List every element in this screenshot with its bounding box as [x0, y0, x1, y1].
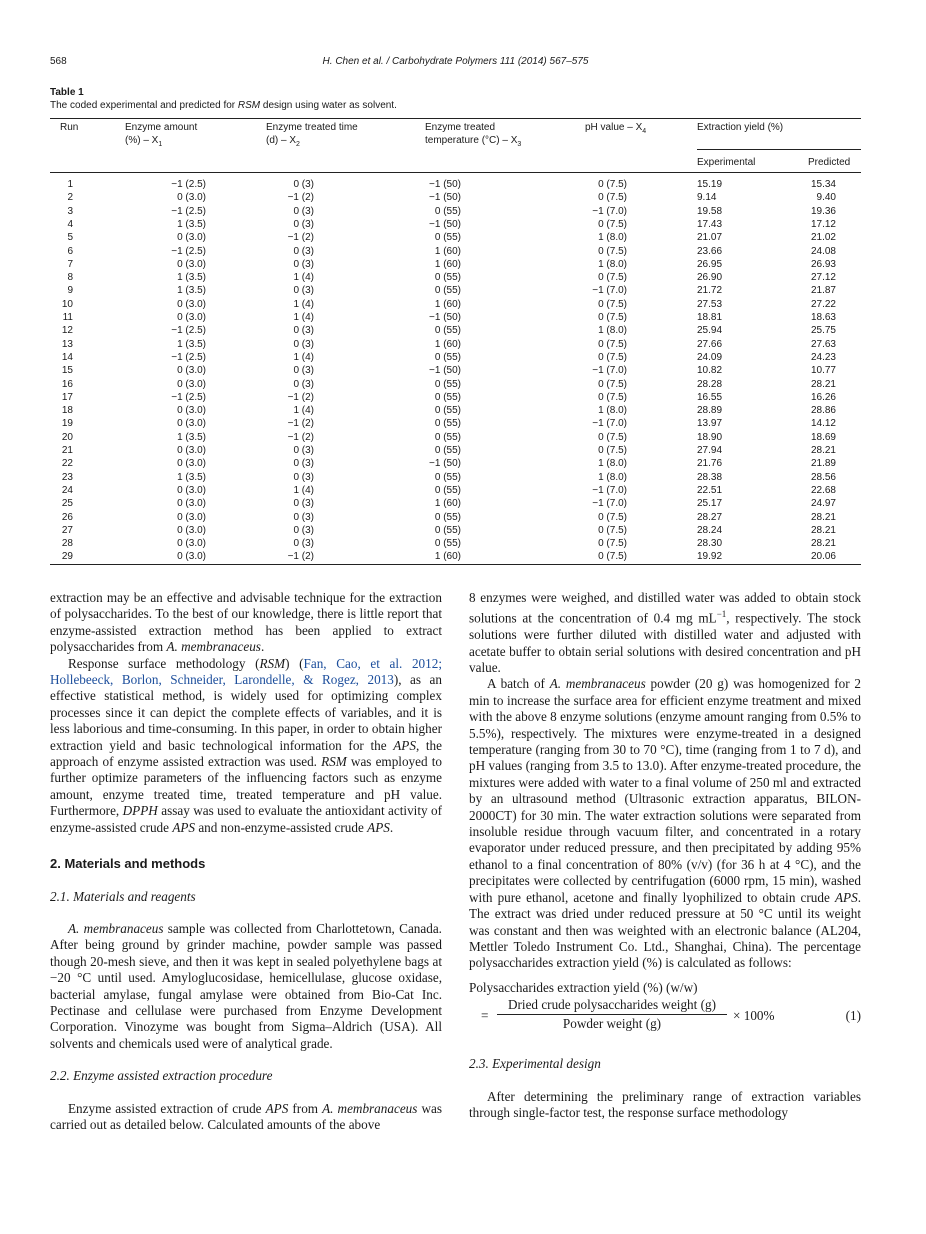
cell-treated-time: 1 (4)	[293, 351, 314, 363]
cell-experimental: 28.89	[697, 405, 723, 417]
cell-run: 22	[61, 458, 73, 470]
cell-enzyme-amount: 0 (3.0)	[177, 312, 206, 323]
equation-numerator: Dried crude polysaccharides weight (g)	[497, 998, 727, 1015]
left-column	[50, 590, 442, 1133]
cell-enzyme-amount: −1 (2.5)	[171, 205, 206, 217]
paragraph-procedure: A batch of A. membranaceus powder (20 g) was homogenized for 2 min to increase the surface area for efficient enzyme treatment and mixed with the above 8 enzyme solutions (enzyme amount ranging from 0.5% to 5.5%), respectively. The mixtures were enzyme-treated in a designed temperature (ranging from 30 to 70 °C), time (ranging from 1 to 7 d), and pH values (ranging from 3.5 to 13.0). After enzyme-treated procedure, the mixtures were added with water to a final volume of 250 ml and extracted by an ultrasound method (Ultrasonic extraction apparatus, BILON-2000CT) for 30 min. The water extraction solutions were separated from insoluble residue through vacuum filter, and concentrated in a rotary evaporator under reduced pressure, and then precipitated by adding 95% ethanol to a final concentration of 80% (v/v) (for 36 h at 4 °C), and the precipitates were collected by centrifugation (6000 rpm, 15 min), washed with pure ethanol, acetone and finally lyophilized to obtain crude APS. The extract was dried under reduced pressure at 50 °C until its weight was constant and then was weighted with an electronic balance (AL204, Mettler Toledo Instrument Co. Ltd., Shanghai, China). The percentage polysaccharides extraction yield (%) is calculated as follows:	[469, 676, 861, 971]
cell-treated-temperature: −1 (50)	[429, 192, 461, 204]
cell-ph: 0 (7.5)	[598, 378, 627, 390]
cell-experimental: 18.81	[697, 312, 723, 323]
cell-experimental: 28.30	[697, 538, 723, 550]
cell-experimental: 21.72	[697, 285, 723, 297]
header-run: Run	[60, 122, 79, 133]
cell-treated-time: 0 (3)	[293, 205, 314, 217]
cell-treated-time: 0 (3)	[293, 445, 314, 456]
cell-ph: −1 (7.0)	[592, 285, 627, 297]
page-number: 568	[50, 56, 67, 67]
cell-treated-time: 0 (3)	[293, 338, 314, 350]
cell-enzyme-amount: 0 (3.0)	[177, 258, 206, 270]
cell-experimental: 26.90	[697, 272, 723, 284]
cell-run: 23	[61, 471, 73, 483]
cell-enzyme-amount: 0 (3.0)	[177, 418, 206, 430]
cell-run: 25	[61, 498, 73, 510]
cell-treated-temperature: 0 (55)	[434, 484, 461, 496]
cell-treated-time: 0 (3)	[293, 524, 314, 536]
equation-multiplier: × 100%	[733, 1008, 775, 1024]
cell-treated-temperature: 0 (55)	[434, 418, 461, 430]
cell-enzyme-amount: 0 (3.0)	[177, 511, 206, 523]
cell-treated-temperature: 0 (55)	[434, 471, 461, 483]
cell-run: 1	[67, 179, 73, 190]
equation-equals: =	[481, 1008, 489, 1024]
cell-experimental: 28.38	[697, 471, 723, 483]
cell-treated-temperature: −1 (50)	[429, 365, 461, 377]
citation-link[interactable]: Fan, Cao, et al. 2012; Hollebeeck, Borlon, Schneider, Larondelle, & Rogez, 2013	[50, 655, 442, 688]
cell-enzyme-amount: 0 (3.0)	[177, 524, 206, 536]
cell-run: 14	[61, 351, 73, 363]
cell-treated-time: 1 (4)	[293, 272, 314, 284]
paragraph-stock-solutions: 8 enzymes were weighed, and distilled water was added to obtain stock solutions at the concentration of 0.4 mg $mL^{-1}$, respectively. The stock solutions were further diluted with distilled water and adjusted with acetate buffer to obtain serial solutions with desired concentration and pH value.	[469, 590, 861, 676]
cell-treated-time: 0 (3)	[293, 458, 314, 470]
cell-experimental: 19.92	[697, 551, 723, 563]
cell-experimental: 27.94	[697, 445, 723, 456]
cell-treated-temperature: 1 (60)	[434, 551, 461, 563]
cell-enzyme-amount: 1 (3.5)	[177, 272, 206, 284]
cell-experimental: 28.28	[697, 378, 723, 390]
cell-ph: 1 (8.0)	[598, 325, 627, 337]
cell-run: 26	[61, 511, 73, 523]
running-header	[50, 56, 861, 70]
cell-ph: 0 (7.5)	[598, 298, 627, 310]
cell-predicted: 28.21	[810, 538, 836, 550]
cell-experimental: 13.97	[697, 418, 723, 430]
cell-ph: −1 (7.0)	[592, 205, 627, 217]
cell-ph: 0 (7.5)	[598, 431, 627, 443]
cell-run: 5	[67, 232, 73, 244]
table-caption-text: The coded experimental and predicted for RSM design using water as solvent.	[50, 100, 397, 111]
cell-experimental: 19.58	[697, 205, 723, 217]
cell-predicted: 28.86	[810, 405, 836, 417]
header-predicted: Predicted	[808, 157, 851, 168]
cell-run: 10	[61, 298, 73, 310]
cell-predicted: 28.21	[810, 445, 836, 456]
cell-enzyme-amount: 0 (3.0)	[177, 192, 206, 204]
cell-treated-time: 0 (3)	[293, 179, 314, 190]
cell-treated-temperature: 0 (55)	[434, 205, 461, 217]
cell-run: 3	[67, 205, 73, 217]
cell-enzyme-amount: −1 (2.5)	[171, 351, 206, 363]
cell-experimental: 18.90	[697, 431, 723, 443]
equation-number: (1)	[845, 1008, 861, 1024]
cell-experimental: 15.19	[697, 179, 723, 190]
cell-predicted: 20.06	[810, 551, 836, 563]
cell-ph: −1 (7.0)	[592, 365, 627, 377]
cell-ph: 1 (8.0)	[598, 458, 627, 470]
cell-run: 7	[67, 258, 73, 270]
table-caption	[50, 86, 861, 112]
cell-treated-temperature: 0 (55)	[434, 524, 461, 536]
header-ph: pH value – $X_4$	[585, 122, 647, 135]
cell-ph: 0 (7.5)	[598, 391, 627, 403]
cell-run: 29	[61, 551, 73, 563]
cell-treated-time: 1 (4)	[293, 484, 314, 496]
cell-enzyme-amount: 0 (3.0)	[177, 365, 206, 377]
cell-treated-temperature: 1 (60)	[434, 258, 461, 270]
cell-enzyme-amount: −1 (2.5)	[171, 391, 206, 403]
cell-treated-temperature: 0 (55)	[434, 325, 461, 337]
cell-treated-temperature: 0 (55)	[434, 285, 461, 297]
cell-treated-temperature: 1 (60)	[434, 338, 461, 350]
cell-treated-time: 0 (3)	[293, 538, 314, 550]
subsection-heading-design: 2.3. Experimental design	[469, 1056, 601, 1072]
section-heading-methods: 2. Materials and methods	[50, 856, 206, 872]
cell-enzyme-amount: 1 (3.5)	[177, 431, 206, 443]
paragraph-design-start: After determining the preliminary range of extraction variables through single-factor test, the response surface methodology	[469, 1088, 861, 1120]
cell-predicted: 24.08	[810, 245, 836, 257]
equation-1	[469, 996, 861, 1036]
cell-run: 19	[61, 418, 73, 430]
cell-enzyme-amount: 0 (3.0)	[177, 538, 206, 550]
cell-run: 13	[61, 338, 73, 350]
cell-treated-time: 0 (3)	[293, 498, 314, 510]
cell-treated-time: 0 (3)	[293, 378, 314, 390]
cell-ph: 0 (7.5)	[598, 351, 627, 363]
cell-enzyme-amount: 0 (3.0)	[177, 298, 206, 310]
cell-enzyme-amount: −1 (2.5)	[171, 325, 206, 337]
cell-experimental: 16.55	[697, 391, 723, 403]
cell-treated-time: −1 (2)	[287, 391, 314, 403]
cell-treated-time: 0 (3)	[293, 245, 314, 257]
cell-ph: 0 (7.5)	[598, 179, 627, 190]
cell-predicted: 27.12	[810, 272, 836, 284]
cell-treated-temperature: 1 (60)	[434, 298, 461, 310]
cell-experimental: 28.24	[697, 524, 723, 536]
cell-treated-time: 0 (3)	[293, 258, 314, 270]
cell-enzyme-amount: 0 (3.0)	[177, 458, 206, 470]
cell-ph: −1 (7.0)	[592, 484, 627, 496]
cell-treated-temperature: 0 (55)	[434, 445, 461, 456]
cell-ph: 0 (7.5)	[598, 245, 627, 257]
cell-enzyme-amount: 0 (3.0)	[177, 551, 206, 563]
paragraph-materials: A. membranaceus sample was collected from Charlottetown, Canada. After being ground by grinder machine, powder sample was passed though 20-mesh sieve, and then it was kept in sealed polyethylene bags at −20 °C until used. Amyloglucosidase, hemicellulase, glucose oxidase, bacterial amylase, fungal amylase were obtained from Bio-Cat Inc. Pectinase and cellulase were purchased from Enzyme Development Corporation. Vinozyme was bought from Sigma–Aldrich (USA). All solvents and chemicals used were of analytical grade.	[50, 920, 442, 1051]
header-experimental: Experimental	[697, 157, 756, 168]
cell-run: 15	[61, 365, 73, 377]
cell-experimental: 23.66	[697, 245, 723, 257]
cell-treated-temperature: −1 (50)	[429, 312, 461, 323]
equation-denominator: Powder weight (g)	[562, 1016, 662, 1032]
cell-ph: 0 (7.5)	[598, 538, 627, 550]
cell-enzyme-amount: 0 (3.0)	[177, 405, 206, 417]
cell-run: 16	[61, 378, 73, 390]
cell-enzyme-amount: 0 (3.0)	[177, 378, 206, 390]
table-bottom-rule	[50, 564, 861, 565]
cell-treated-temperature: −1 (50)	[429, 458, 461, 470]
cell-enzyme-amount: 1 (3.5)	[177, 218, 206, 230]
cell-experimental: 10.82	[697, 365, 723, 377]
cell-experimental: 22.51	[697, 484, 723, 496]
cell-ph: 0 (7.5)	[598, 524, 627, 536]
cell-treated-time: −1 (2)	[287, 431, 314, 443]
cell-ph: 0 (7.5)	[598, 551, 627, 563]
cell-experimental: 21.76	[697, 458, 723, 470]
cell-treated-time: −1 (2)	[287, 418, 314, 430]
cell-ph: 1 (8.0)	[598, 471, 627, 483]
cell-treated-time: −1 (2)	[287, 192, 314, 204]
cell-predicted: 27.22	[810, 298, 836, 310]
cell-experimental: 24.09	[697, 351, 723, 363]
cell-treated-time: 0 (3)	[293, 365, 314, 377]
cell-predicted: 25.75	[810, 325, 836, 337]
header-treated-time: Enzyme treated time $(d) - X_2$	[266, 122, 358, 148]
cell-ph: 1 (8.0)	[598, 258, 627, 270]
cell-treated-time: 0 (3)	[293, 511, 314, 523]
cell-experimental: 25.17	[697, 498, 723, 510]
cell-treated-temperature: 0 (55)	[434, 378, 461, 390]
cell-ph: 1 (8.0)	[598, 405, 627, 417]
cell-run: 8	[67, 272, 73, 284]
cell-treated-time: −1 (2)	[287, 232, 314, 244]
cell-treated-temperature: 0 (55)	[434, 391, 461, 403]
cell-treated-temperature: 0 (55)	[434, 538, 461, 550]
cell-run: 2	[67, 192, 73, 204]
cell-enzyme-amount: −1 (2.5)	[171, 179, 206, 190]
cell-treated-time: 0 (3)	[293, 471, 314, 483]
cell-predicted: 18.63	[810, 312, 836, 323]
header-enzyme-amount: Enzyme amount (%) – $X_1$	[125, 122, 198, 148]
cell-treated-temperature: 0 (55)	[434, 232, 461, 244]
cell-treated-time: 0 (3)	[293, 218, 314, 230]
right-column	[469, 590, 861, 1121]
cell-ph: −1 (7.0)	[592, 498, 627, 510]
cell-run: 17	[61, 391, 73, 403]
cell-enzyme-amount: 0 (3.0)	[177, 232, 206, 244]
cell-run: 21	[61, 445, 73, 456]
cell-experimental: 27.66	[697, 338, 723, 350]
paragraph-extraction-start: Enzyme assisted extraction of crude APS from A. membranaceus was carried out as detailed below. Calculated amounts of the above	[50, 1100, 442, 1132]
journal-citation: H. Chen et al. / Carbohydrate Polymers 111 (2014) 567–575	[322, 56, 589, 67]
cell-predicted: 28.56	[810, 471, 836, 483]
header-extraction-yield: Extraction yield (%)	[697, 122, 784, 133]
cell-run: 12	[61, 325, 73, 337]
cell-predicted: 22.68	[810, 484, 836, 496]
cell-treated-temperature: 0 (55)	[434, 431, 461, 443]
cell-run: 11	[62, 312, 73, 323]
cell-experimental: 9.14	[697, 192, 717, 204]
cell-run: 20	[61, 431, 73, 443]
cell-predicted: 26.93	[810, 258, 836, 270]
cell-treated-time: 0 (3)	[293, 285, 314, 297]
cell-enzyme-amount: −1 (2.5)	[171, 245, 206, 257]
cell-predicted: 24.23	[810, 351, 836, 363]
cell-ph: 0 (7.5)	[598, 272, 627, 284]
table-top-rule	[50, 118, 861, 119]
cell-predicted: 15.34	[810, 179, 836, 190]
cell-experimental: 21.07	[697, 232, 723, 244]
cell-predicted: 21.89	[810, 458, 836, 470]
cell-enzyme-amount: 1 (3.5)	[177, 285, 206, 297]
cell-treated-temperature: 0 (55)	[434, 272, 461, 284]
cell-run: 24	[61, 484, 73, 496]
cell-run: 27	[61, 524, 73, 536]
cell-predicted: 21.87	[810, 285, 836, 297]
cell-treated-temperature: −1 (50)	[429, 179, 461, 190]
cell-treated-time: 0 (3)	[293, 325, 314, 337]
cell-predicted: 24.97	[810, 498, 836, 510]
header-treated-temperature: Enzyme treated temperature $(^\circ C) - X_3$	[425, 122, 522, 148]
cell-predicted: 28.21	[810, 524, 836, 536]
cell-enzyme-amount: 0 (3.0)	[177, 445, 206, 456]
cell-enzyme-amount: 1 (3.5)	[177, 338, 206, 350]
cell-ph: 0 (7.5)	[598, 218, 627, 230]
cell-predicted: 27.63	[810, 338, 836, 350]
cell-ph: 0 (7.5)	[598, 192, 627, 204]
cell-run: 4	[67, 218, 73, 230]
cell-predicted: 14.12	[810, 418, 836, 430]
cell-treated-time: 1 (4)	[293, 405, 314, 417]
cell-run: 6	[67, 245, 73, 257]
cell-ph: 0 (7.5)	[598, 445, 627, 456]
cell-treated-temperature: 0 (55)	[434, 405, 461, 417]
cell-enzyme-amount: 0 (3.0)	[177, 484, 206, 496]
cell-run: 9	[67, 285, 73, 297]
cell-run: 28	[61, 538, 73, 550]
cell-treated-temperature: 0 (55)	[434, 351, 461, 363]
cell-treated-temperature: 1 (60)	[434, 245, 461, 257]
yield-subrule	[697, 149, 861, 150]
cell-experimental: 25.94	[697, 325, 723, 337]
cell-predicted: 10.77	[810, 365, 836, 377]
cell-predicted: 9.40	[816, 192, 836, 204]
table-label: Table 1	[50, 87, 84, 98]
cell-experimental: 28.27	[697, 511, 723, 523]
cell-treated-temperature: 1 (60)	[434, 498, 461, 510]
subsection-heading-extraction: 2.2. Enzyme assisted extraction procedure	[50, 1068, 273, 1084]
cell-predicted: 21.02	[810, 232, 836, 244]
cell-predicted: 18.69	[810, 431, 836, 443]
cell-predicted: 19.36	[810, 205, 836, 217]
cell-predicted: 28.21	[810, 511, 836, 523]
cell-predicted: 17.12	[810, 218, 836, 230]
paragraph-rsm: Response surface methodology (RSM) (Fan, Cao, et al. 2012; Hollebeeck, Borlon, Schneider, Larondelle, & Rogez, 2013), as an effective statistical method, is widely used for optimizing complex processes since it can depict the complete effects of variables, and it is less laborious and time-consuming. In this paper, in order to obtain higher extraction yield and basic technological information for the APS, the approach of enzyme assisted extraction was used. RSM was employed to further optimize parameters of the influencing factors such as enzyme amount, enzyme treated time, treated temperature and pH value. Furthermore, DPPH assay was used to evaluate the antioxidant activity of enzyme-assisted crude APS and non-enzyme-assisted crude APS.	[50, 655, 442, 835]
equation-lhs: Polysaccharides extraction yield (%) (w/w)	[469, 979, 698, 995]
cell-ph: −1 (7.0)	[592, 418, 627, 430]
paragraph-intro-end: extraction may be an effective and advisable technique for the extraction of polysaccharides. To the best of our knowledge, there is little report that enzyme-assisted extraction method has been applied to extract polysaccharides from A. membranaceus.	[50, 590, 442, 655]
cell-treated-time: 1 (4)	[293, 312, 314, 323]
cell-experimental: 27.53	[697, 298, 723, 310]
cell-ph: 0 (7.5)	[598, 511, 627, 523]
cell-treated-temperature: 0 (55)	[434, 511, 461, 523]
cell-treated-temperature: −1 (50)	[429, 218, 461, 230]
cell-ph: 1 (8.0)	[598, 232, 627, 244]
cell-treated-time: 1 (4)	[293, 298, 314, 310]
cell-run: 18	[61, 405, 73, 417]
cell-experimental: 26.95	[697, 258, 723, 270]
cell-ph: 0 (7.5)	[598, 312, 627, 323]
subsection-heading-materials: 2.1. Materials and reagents	[50, 888, 196, 904]
cell-enzyme-amount: 1 (3.5)	[177, 471, 206, 483]
table-header-rule	[50, 172, 861, 173]
cell-predicted: 16.26	[810, 391, 836, 403]
cell-treated-time: −1 (2)	[287, 551, 314, 563]
cell-ph: 0 (7.5)	[598, 338, 627, 350]
cell-enzyme-amount: 0 (3.0)	[177, 498, 206, 510]
cell-predicted: 28.21	[810, 378, 836, 390]
cell-experimental: 17.43	[697, 218, 723, 230]
